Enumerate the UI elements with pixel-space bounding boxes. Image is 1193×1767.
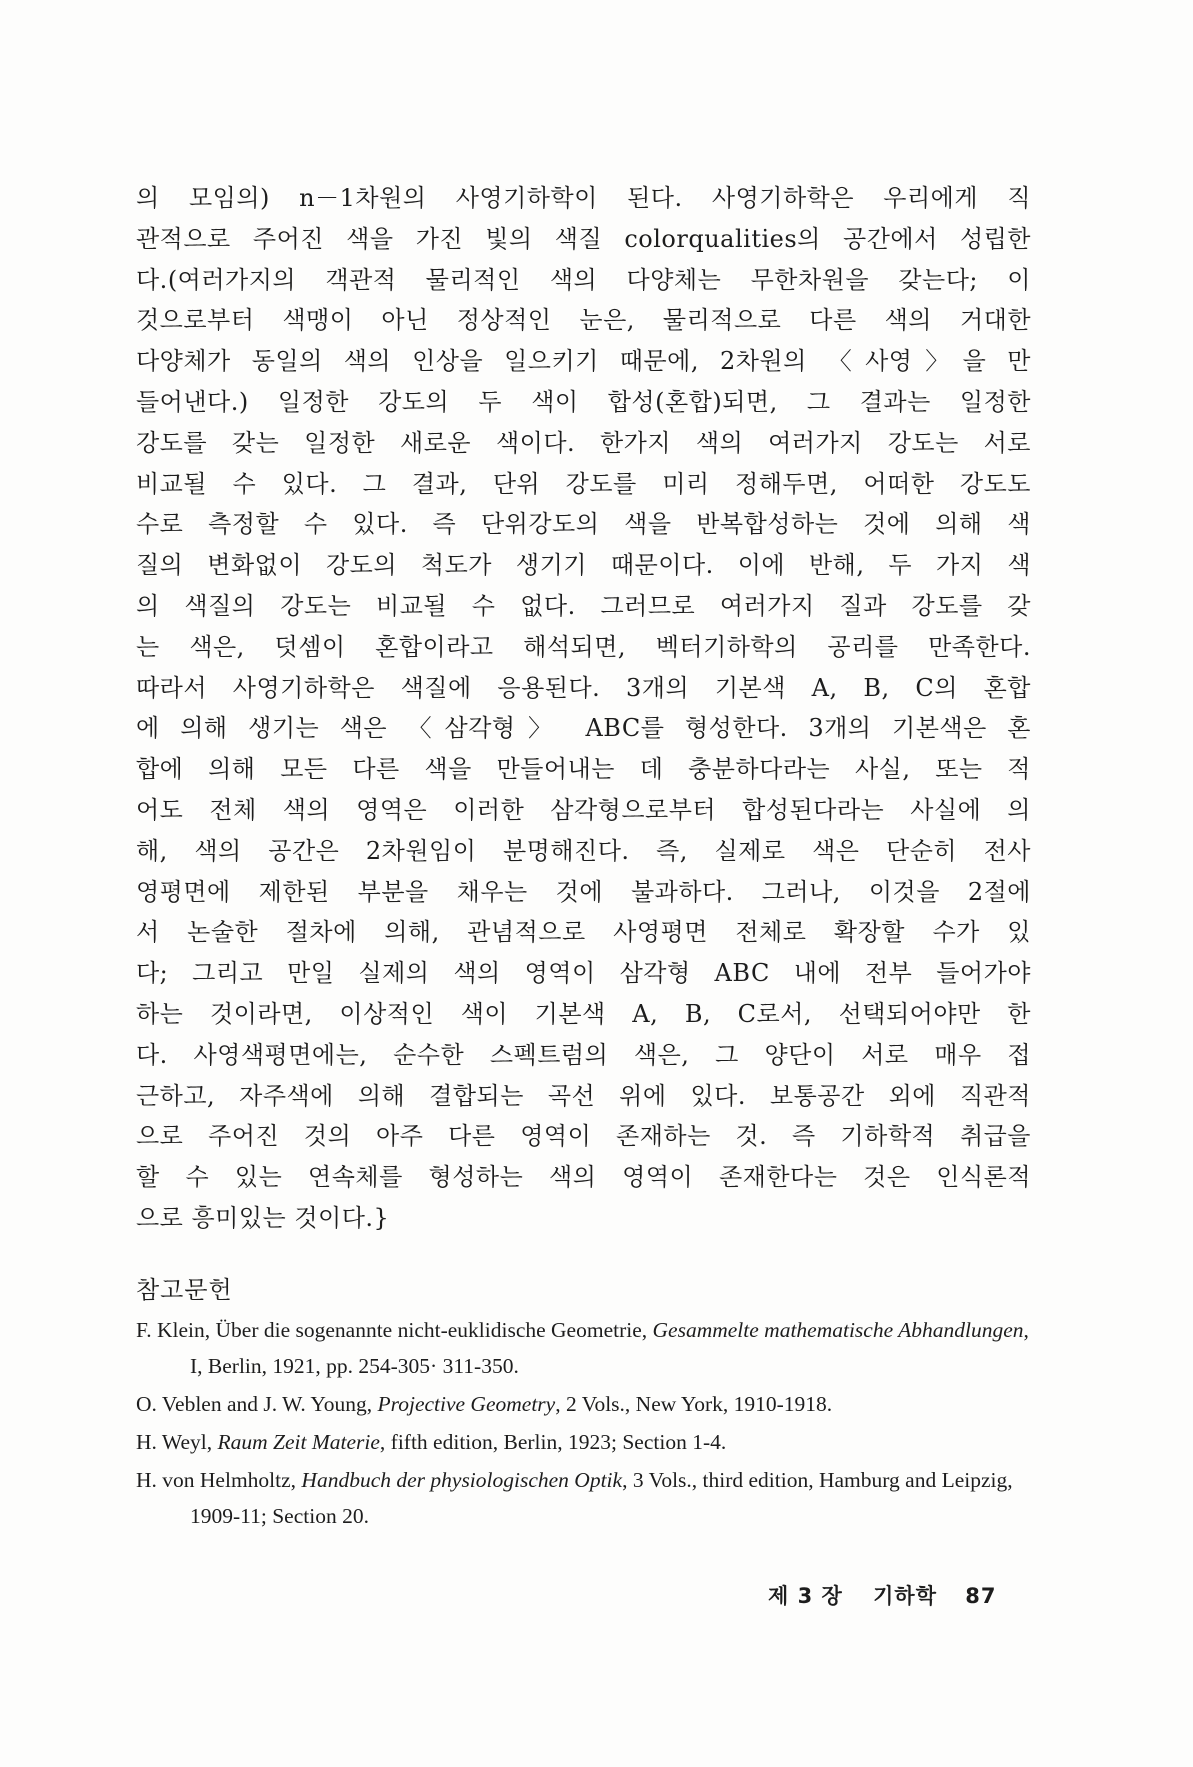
body-line: 의 색질의 강도는 비교될 수 없다. 그러므로 여러가지 질과 강도를 갖	[136, 591, 1031, 620]
body-line: 에 의해 생기는 색은 〈삼각형〉 ABC를 형성한다. 3개의 기본색은 혼	[136, 714, 1031, 743]
reference-details: , 3 Vols., third edition, Hamburg and Leipzig, 1909-11; Section 20.	[190, 1468, 1013, 1528]
body-line: 관적으로 주어진 색을 가진 빛의 색질 colorqualities의 공간에서 성립한	[136, 224, 1031, 253]
reference-item	[136, 1312, 1036, 1384]
reference-author: O. Veblen and J. W. Young,	[136, 1392, 378, 1416]
reference-item	[136, 1386, 1036, 1422]
reference-author: F. Klein, Über die sogenannte nicht-euklidische Geometrie,	[136, 1318, 653, 1342]
reference-details: , I, Berlin, 1921, pp. 254-305· 311-350.	[190, 1318, 1029, 1378]
reference-item	[136, 1424, 1036, 1460]
page-number: 87	[965, 1584, 997, 1608]
body-line: 합에 의해 모든 다른 색을 만들어내는 데 충분하다라는 사실, 또는 적	[136, 755, 1031, 784]
body-line: 따라서 사영기하학은 색질에 응용된다. 3개의 기본색 A, B, C의 혼합	[136, 673, 1031, 702]
page-footer	[768, 1580, 997, 1610]
reference-item	[136, 1462, 1036, 1534]
body-line: 해, 색의 공간은 2차원임이 분명해진다. 즉, 실제로 색은 단순히 전사	[136, 836, 1031, 865]
reference-details: , fifth edition, Berlin, 1923; Section 1-4.	[379, 1430, 727, 1454]
body-line: 들어낸다.) 일정한 강도의 두 색이 합성(혼합)되면, 그 결과는 일정한	[136, 387, 1031, 416]
reference-title: Gesammelte mathematische Abhandlungen	[652, 1318, 1024, 1342]
body-line: 비교될 수 있다. 그 결과, 단위 강도를 미리 정해두면, 어떠한 강도도	[136, 469, 1031, 498]
reference-author: H. Weyl,	[136, 1430, 218, 1454]
body-line: 서 논술한 절차에 의해, 관념적으로 사영평면 전체로 확장할 수가 있	[136, 918, 1031, 947]
body-line: 는 색은, 덧셈이 혼합이라고 해석되면, 벡터기하학의 공리를 만족한다.	[136, 632, 1031, 661]
body-line: 질의 변화없이 강도의 척도가 생기기 때문이다. 이에 반해, 두 가지 색	[136, 551, 1031, 580]
chapter-label: 제 3 장	[768, 1584, 843, 1608]
body-line: 의 모임의) n－1차원의 사영기하학이 된다. 사영기하학은 우리에게 직	[136, 184, 1031, 212]
chapter-title: 기하학	[873, 1584, 937, 1608]
body-line: 으로 주어진 것의 아주 다른 영역이 존재하는 것. 즉 기하학적 취급을	[136, 1122, 1031, 1151]
reference-title: Handbuch der physiologischen Optik	[301, 1468, 623, 1492]
body-line: 다.(여러가지의 객관적 물리적인 색의 다양체는 무한차원을 갖는다; 이	[136, 265, 1031, 294]
body-line: 할 수 있는 연속체를 형성하는 색의 영역이 존재한다는 것은 인식론적	[136, 1163, 1031, 1192]
body-line: 으로 흥미있는 것이다.}	[136, 1203, 390, 1232]
body-line: 하는 것이라면, 이상적인 색이 기본색 A, B, C로서, 선택되어야만 한	[136, 999, 1031, 1028]
reference-details: , 2 Vols., New York, 1910-1918.	[555, 1392, 833, 1416]
reference-author: H. von Helmholtz,	[136, 1468, 302, 1492]
body-line: 수로 측정할 수 있다. 즉 단위강도의 색을 반복합성하는 것에 의해 색	[136, 510, 1031, 539]
body-line: 다; 그리고 만일 실제의 색의 영역이 삼각형 ABC 내에 전부 들어가야	[136, 959, 1031, 988]
body-line: 영평면에 제한된 부분을 채우는 것에 불과하다. 그러나, 이것을 2절에	[136, 877, 1031, 906]
references-list	[136, 1312, 1036, 1536]
references-heading: 참고문헌	[136, 1276, 233, 1304]
body-text	[136, 178, 1031, 1239]
body-line: 다양체가 동일의 색의 인상을 일으키기 때문에, 2차원의 〈사영〉을 만	[136, 347, 1031, 376]
body-line: 강도를 갖는 일정한 새로운 색이다. 한가지 색의 여러가지 강도는 서로	[136, 428, 1031, 457]
reference-title: Raum Zeit Materie	[217, 1430, 380, 1454]
reference-title: Projective Geometry	[377, 1392, 556, 1416]
body-line: 것으로부터 색맹이 아닌 정상적인 눈은, 물리적으로 다른 색의 거대한	[136, 306, 1031, 335]
body-line: 어도 전체 색의 영역은 이러한 삼각형으로부터 합성된다라는 사실에 의	[136, 795, 1031, 824]
body-line: 다. 사영색평면에는, 순수한 스펙트럼의 색은, 그 양단이 서로 매우 접	[136, 1040, 1031, 1069]
body-line: 근하고, 자주색에 의해 결합되는 곡선 위에 있다. 보통공간 외에 직관적	[136, 1081, 1031, 1110]
